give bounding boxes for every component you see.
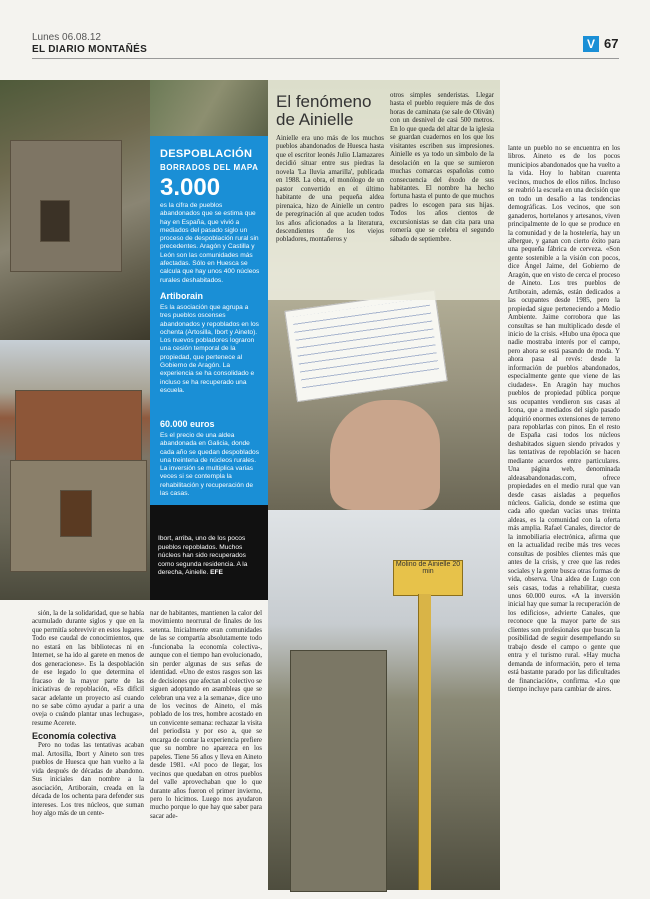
subheading-economia: Economía colectiva: [32, 731, 117, 742]
factbox-big-number: 3.000: [160, 174, 221, 201]
photo-caption: [158, 535, 262, 578]
main-left-paragraph-1: sión, la de la solidaridad, que se había acumulado durante siglos y que en la que permitía sobrevivir en estos lugares. Todo ese caudal de conocimientos, que no estará en las bibliotecas ni en Internet, se ha ido al garete en menos de dos generaciones». Es la despoblación de ese legado lo que determina el fracaso de la mayor parte de las iniciativas de repoblación, «Es difícil sacar adelante un proyecto así cuando no se sabe cómo ayudar a parir a una oveja o cuándo plantar unas lechugas», resume Acerete.: [32, 610, 144, 727]
ainielle-column-1: Ainielle era uno más de los muchos pueblos abandonados de Huesca hasta que el escritor leonés Julio Llamazares decidió situar entre sus piedras la novela 'La lluvia amarilla', publicada en 1988. La obra, el monólogo de un pastor convertido en el último habitante de una pequeña aldea pirenaica, hizo de Ainielle un centro de peregrinación al que acuden todos los años aficionados a la literatura, descendientes de los viejos pobladores, montañeros y: [276, 135, 384, 244]
factbox-text-1: es la cifra de pueblos abandonados que se estima que hay en España, que vivió a mediados del pasado siglo un proceso de despoblación rural sin precedentes. Aragón y Castilla y León son las comunidades más afectadas. Sólo en Huesca se calcula que hay unos 400 núcleos rurales deshabitados.: [160, 202, 260, 284]
ainielle-heading: El fenómeno de Ainielle: [276, 92, 372, 129]
ruined-tower: [290, 650, 387, 892]
hillside-photo: [150, 80, 268, 136]
main-column-right: [508, 145, 620, 890]
factbox-heading-artiborain: Artiborain: [160, 291, 204, 301]
caption-credit: EFE: [210, 569, 223, 576]
factbox-heading-price: 60.000 euros: [160, 419, 215, 429]
trail-sign: Molino de Ainielle 20 min: [393, 560, 463, 596]
sign-post: [418, 594, 431, 890]
caption-text: Ibort, arriba, uno de los pocos pueblos repoblados. Muchos núcleos han sido recuperados como segunda residencia. A la derecha, Ainielle.: [158, 535, 248, 576]
main-middle-paragraph: nar de habitantes, mantienen la calor del movimiento neorrural de finales de los setenta. Inicialmente eran comunidades de las se compartía absolutamente todo -funcionaba la economía colectiva-, aunque con el tiempo han evolucionado, sin perder algunas de sus señas de identidad. «Uno de estos rasgos son las de decisiones que afectan al colectivo se siguen adoptando en asambleas que se celebran una vez a la semana», dice uno de los vecinos de Aineto, el más poblado de los tres, hombre acostado en un convicente semana: rechazar la visita del periodista y por eso a, que se encarga de contar la experiencia prefiere que su nombre no aparezca en los papeles. Tiene 56 años y lleva en Aineto desde 1981. «Al poco de llegar, los vecinos que quedaban en otros pueblos del valle aprovechaban que lo que durante años fueron el primer invierno, pero lo hicimos. Luego nos ayudaron mucho porque lo que hay que saber para sacar ade-: [150, 610, 262, 820]
factbox-text-2: Es la asociación que agrupa a tres pueblos oscenses abandonados y repoblados en los ochenta (Artosilla, Ibort y Aineto). Los nuevos pobladores lograron una cesión temporal de la propiedad, que pertenece al Gobierno de Aragón. La experiencia se ha consolidado e incluso se ha recuperado una escuela.: [160, 304, 259, 394]
main-left-paragraph-2: Pero no todas las tentativas acaban mal. Artosilla, Ibort y Aineto son tres pueblos de Huesca que han vuelto a la vida después de décadas de abandono. Sus iniciales dan nombre a la asociación, Artiborain, creada en la década de los ochenta para defender sus intereses. Los tres núcleos, que suman hoy algo más de un cente-: [32, 742, 144, 817]
issue-date: Lunes 06.08.12: [32, 32, 101, 43]
factbox-title: DESPOBLACIÓN: [160, 148, 253, 160]
stone-house-photo: [0, 80, 150, 340]
ainielle-column-2: otros simples senderistas. Llegar hasta el pueblo requiere más de dos horas de caminata (se sale de Oliván) con un desnivel de casi 500 metros. En lo que queda del altar de la iglesia se guardan cuadernos en los que los visitantes escriben sus impresiones. Ainielle es ya todo un símbolo de la desolación en la que se sumieron muchas comarcas españolas como consecuencia del éxodo de sus habitantes. El nombre ha hecho fortuna hasta el punto de que muchos padres lo escogen para sus hijas. Todos los años cientos de excursionistas se dan cita para una romería que se celebra el segundo sábado de septiembre.: [390, 92, 494, 243]
section-logo-icon: V: [583, 36, 599, 52]
depopulation-factbox: [150, 136, 268, 505]
main-column-left: [32, 610, 144, 890]
main-right-paragraph: lante un pueblo no se encuentra en los libros. Aineto es de los pocos municipios abandonados que ha vuelto a la vida. Hoy lo habitan cuarenta vecinos, muchos de ellos niños. Incluso se reabrió la escuela en una decisión que en todo un desafío a las tendencias demográficas. Los vecinos, que son ganaderos, hortelanos y artesanos, viven principalmente de lo que se produce en la comunidad y de la hostelería, hay un albergue, y ganan con cierto éxito para una pequeña fábrica de cerveza. «Son gente sostenible a la visión con pocos, dice Ángel Jaime, del Gobierno de Aragón, que en visto de cerca el proceso de Aineto. Los tres pueblos de Artiborain, además, están dedicados a las ocupantes desde 1985, pero la propiedad sigue perteneciendo a Medio Ambiente. Jaime corrobora que las consultas se han multiplicado desde el inicio de la crisis. «Hubo una época que nadie mostraba interés por el campo, pero ahora se está pasando de moda. Y ahora pasa al revés: desde la información de pueblos abandonados, especialmente gente que viene de las ciudades». En Aragón hay muchos pueblos de propiedad pública porque sus ocupantes vendieron sus casas al Icona, que a mediados del siglo pasado adquirió enormes extensiones de terreno para repoblarlas con pinos. En el resto de España casi todos los núcleos deshabitados siguen siendo privados y las tentativas de repoblación se hacen mediante acuerdos entre particulares. Una página web, denominada aldeasabandonadas.com, ofrece propiedades en el medio rural que van desde casas aisladas a pequeños núcleos. Galicia, donde se estima que cada año quedan vacías unas treinta aldeas, es la comunidad con la oferta más amplia. Rafael Canales, director de la inmobiliaria electrónica, afirma que en la actualidad recibe más tres veces consultas de posibles clientes más que antes de la crisis, y cree que las redes sociales y la gente busca otras formas de vida, observa. Una aldea de Lugo con seis casas, todas a rehabilitar, cuesta unos 60.000 euros. «A la inversión inicial hay que sumar la recuperación de los edificios», advierte Canales, que reconoce que la mayor parte de sus clientes son profesionales que buscan la posibilidad de seguir desempeñando su trabajo desde el campo o gente que entra y el turismo rural. «Hay mucha demanda de información, pero el tema está bastante parado por las dificultades de financiación», confirma. «Lo que tiempo incluye para cambiar de aires.: [508, 145, 620, 693]
repopulated-village-photo: [0, 340, 150, 600]
main-column-middle: [150, 610, 262, 890]
newspaper-name: EL DIARIO MONTAÑÉS: [32, 44, 148, 55]
writing-hand: [330, 400, 440, 510]
page-number: 67: [604, 36, 619, 51]
factbox-subtitle: BORRADOS DEL MAPA: [160, 163, 259, 172]
factbox-text-3: Es el precio de una aldea abandonada en Galicia, donde cada año se quedan despoblados una treintena de núcleos rurales. La inversión se multiplica varias veces si se contempla la rehabilitación y recuperación de las casas.: [160, 432, 259, 498]
header-divider: [32, 58, 619, 59]
